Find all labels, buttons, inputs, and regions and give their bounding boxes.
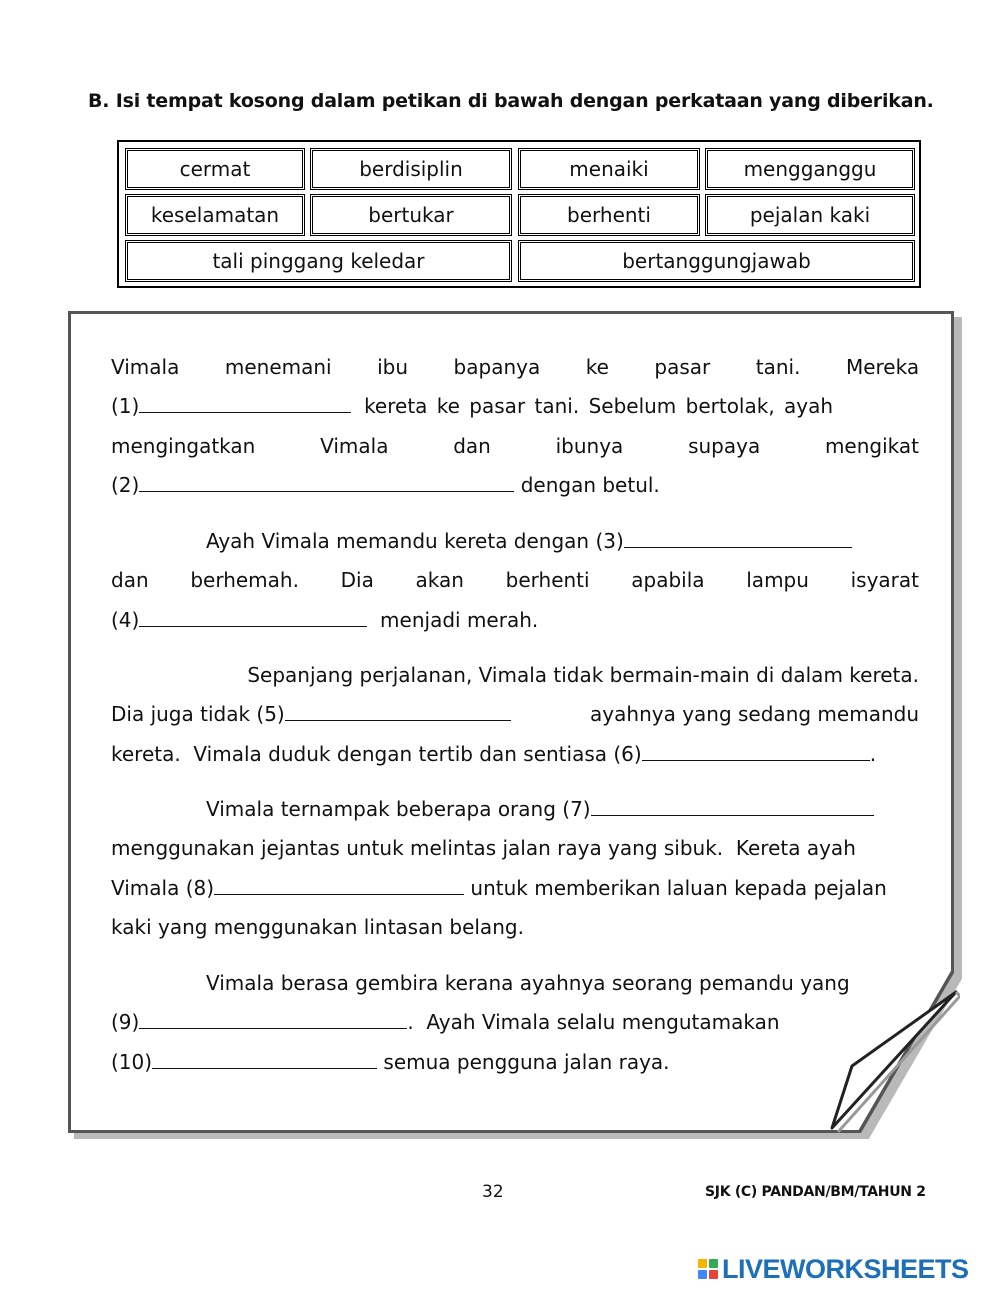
answer-blank-4[interactable]	[139, 604, 367, 627]
passage-text: kaki yang menggunakan lintasan belang.	[111, 914, 524, 939]
passage-line	[111, 656, 919, 695]
passage-line	[111, 790, 919, 829]
word-bank-cell: keselamatan	[125, 194, 305, 236]
word: Mereka	[845, 355, 920, 379]
liveworksheets-brand	[698, 1254, 969, 1284]
word-bank-cell: bertanggungjawab	[518, 240, 915, 282]
word: ibu	[377, 355, 409, 379]
blank-number: (1)	[111, 394, 140, 419]
passage-text: ayahnya yang sedang memandu	[590, 702, 919, 727]
passage-line	[111, 427, 919, 466]
passage-line	[111, 908, 919, 947]
word: mengingatkan	[111, 433, 256, 458]
passage-text: dengan betul.	[514, 472, 660, 497]
passage-line	[111, 695, 919, 734]
word: dan	[453, 433, 491, 458]
passage-line	[111, 1003, 919, 1042]
passage-line	[111, 1043, 919, 1082]
passage-paragraph-5	[111, 964, 919, 1082]
word: lampu	[746, 568, 809, 593]
passage-text: kereta. Vimala duduk dengan tertib dan sentiasa (6)	[111, 741, 642, 766]
passage-line	[111, 829, 919, 868]
word: Vimala	[320, 433, 389, 458]
word: akan	[415, 568, 464, 593]
liveworksheets-logo-icon	[698, 1259, 718, 1279]
passage-text: menjadi merah.	[367, 607, 539, 632]
answer-blank-7[interactable]	[591, 793, 874, 816]
passage-paragraph-4	[111, 790, 919, 947]
word: apabila	[631, 568, 705, 593]
passage-text: kereta ke pasar tani. Sebelum bertolak, ayah	[364, 394, 834, 419]
passage-text: Vimala ternampak beberapa orang (7)	[206, 797, 591, 821]
word-bank-table	[117, 140, 921, 288]
word-bank-cell: berhenti	[518, 194, 700, 236]
word-bank-cell: tali pinggang keledar	[125, 240, 512, 282]
word: supaya	[688, 433, 761, 458]
passage-text: Sepanjang perjalanan, Vimala tidak bermain-main di dalam kereta.	[247, 663, 919, 687]
brand-text: LIVEWORKSHEETS	[722, 1253, 969, 1284]
word: ibunya	[555, 433, 624, 458]
answer-blank-6[interactable]	[642, 738, 870, 761]
passage-paragraph-2	[111, 522, 919, 640]
word: berhemah.	[190, 568, 299, 593]
word: ke	[585, 355, 609, 379]
instruction-heading: B. Isi tempat kosong dalam petikan di bawah dengan perkataan yang diberikan.	[88, 90, 934, 112]
answer-blank-1[interactable]	[139, 390, 351, 413]
word: bapanya	[453, 355, 541, 379]
word: Dia	[340, 568, 374, 593]
word: isyarat	[850, 568, 919, 593]
passage-line	[111, 348, 919, 387]
word-bank-cell: bertukar	[310, 194, 512, 236]
passage-line	[111, 387, 919, 426]
passage-text: Vimala berasa gembira kerana ayahnya seorang pemandu yang	[206, 971, 850, 995]
passage-text: .	[869, 741, 877, 766]
word: pasar	[654, 355, 711, 379]
answer-blank-3[interactable]	[624, 525, 852, 548]
answer-blank-10[interactable]	[152, 1046, 377, 1069]
answer-blank-8[interactable]	[214, 872, 464, 895]
passage-paragraph-1	[111, 348, 919, 505]
word-bank-cell: berdisiplin	[310, 148, 512, 190]
logo-square	[698, 1259, 707, 1268]
word: berhenti	[505, 568, 590, 593]
page-number: 32	[482, 1182, 504, 1202]
blank-number: (2)	[111, 472, 140, 497]
word-bank-cell: menaiki	[518, 148, 700, 190]
passage-line	[111, 601, 919, 640]
word: menemani	[224, 355, 332, 379]
passage-text: Vimala (8)	[111, 875, 215, 900]
passage-line	[111, 735, 919, 774]
word: Vimala	[111, 355, 180, 379]
answer-blank-9[interactable]	[139, 1006, 407, 1029]
passage-line	[111, 869, 919, 908]
word-bank-cell: pejalan kaki	[705, 194, 915, 236]
passage-text: . Ayah Vimala selalu mengutamakan	[407, 1010, 780, 1035]
answer-blank-2[interactable]	[139, 469, 514, 492]
passage-text: untuk memberikan laluan kepada pejalan	[464, 875, 887, 900]
word: dan	[111, 568, 149, 593]
passage-text: semua pengguna jalan raya.	[377, 1049, 670, 1074]
logo-square	[709, 1270, 718, 1279]
blank-number: (9)	[111, 1010, 140, 1035]
passage-line	[111, 522, 919, 561]
word-bank-cell: mengganggu	[705, 148, 915, 190]
passage-line	[111, 561, 919, 600]
logo-square	[698, 1270, 707, 1279]
word-bank-cell: cermat	[125, 148, 305, 190]
word: mengikat	[824, 433, 919, 458]
blank-number: (10)	[111, 1049, 153, 1074]
passage-line	[111, 964, 919, 1003]
logo-square	[709, 1259, 718, 1268]
word: tani.	[755, 355, 801, 379]
passage-text: Dia juga tidak (5)	[111, 702, 285, 727]
school-label: SJK (C) PANDAN/BM/TAHUN 2	[705, 1184, 926, 1200]
answer-blank-5[interactable]	[285, 698, 511, 721]
passage-line	[111, 466, 919, 505]
passage-text: menggunakan jejantas untuk melintas jalan raya yang sibuk. Kereta ayah	[111, 836, 856, 861]
passage-paragraph-3	[111, 656, 919, 774]
blank-number: (4)	[111, 607, 140, 632]
passage-text: Ayah Vimala memandu kereta dengan (3)	[206, 529, 624, 553]
